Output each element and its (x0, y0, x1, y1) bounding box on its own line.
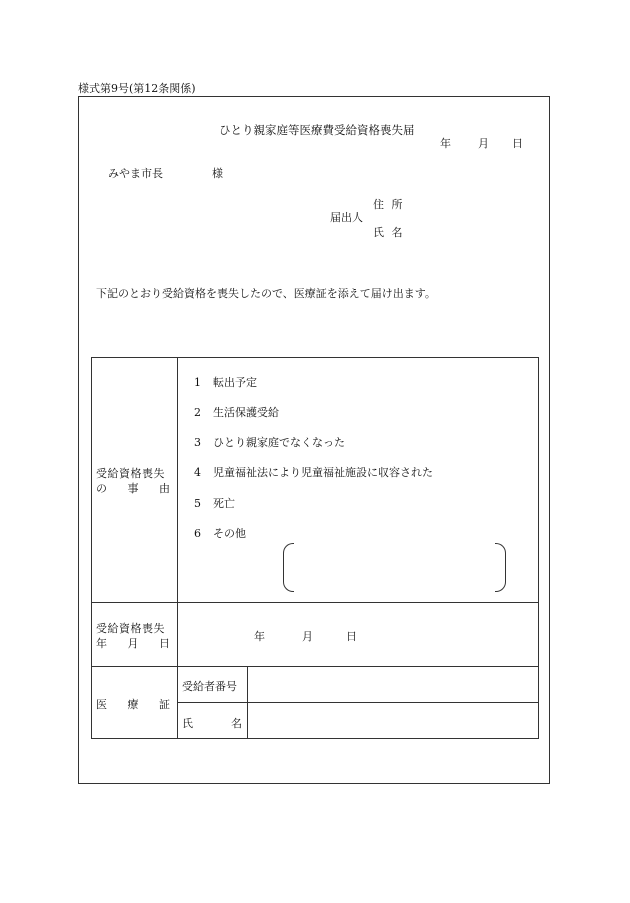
other-reason-field[interactable] (295, 546, 493, 588)
loss-date-year: 年 (254, 630, 265, 643)
list-item (194, 495, 235, 511)
list-item (194, 434, 345, 450)
reason-text: ひとり親家庭でなくなった (213, 436, 345, 449)
reasons-label-char: の (96, 482, 107, 495)
reason-number: 6 (194, 527, 201, 540)
loss-date-field[interactable] (178, 604, 538, 665)
reason-text: その他 (213, 527, 246, 540)
reason-number: 4 (194, 466, 201, 479)
applicant-label: 届出人 (330, 211, 363, 224)
applicant-address-label: 住 所 (373, 198, 403, 211)
medical-card-label-char: 医 (96, 698, 107, 711)
list-item (194, 374, 257, 390)
list-item (194, 525, 246, 541)
reason-text: 転出予定 (213, 376, 257, 389)
reason-number: 3 (194, 436, 201, 449)
reasons-label-char: 事 (127, 482, 139, 495)
table-divider (91, 602, 539, 603)
loss-date-label-char: 月 (127, 637, 139, 650)
form-number: 様式第9号(第12条関係) (78, 82, 196, 95)
reason-number: 1 (194, 376, 201, 389)
applicant-name-label: 氏 名 (373, 226, 403, 239)
date-year: 年 (440, 137, 451, 150)
loss-date-label-line2 (96, 635, 170, 651)
reasons-label-line2 (96, 480, 170, 496)
declaration-statement: 下記のとおり受給資格を喪失したので、医療証を添えて届け出ます。 (96, 287, 436, 300)
other-reason-bracket-left (283, 543, 294, 592)
loss-date-label-line1: 受給資格喪失 (96, 622, 165, 635)
card-name-label-char: 氏 (182, 717, 193, 730)
table-divider (177, 357, 178, 739)
reason-text: 死亡 (213, 497, 235, 510)
reason-number: 2 (194, 406, 201, 419)
loss-date-month: 月 (302, 630, 313, 643)
list-item (194, 404, 279, 420)
date-day: 日 (512, 137, 523, 150)
form-title: ひとり親家庭等医療費受給資格喪失届 (219, 123, 415, 137)
loss-date-day: 日 (346, 630, 357, 643)
other-reason-bracket-right (495, 543, 506, 592)
list-item (194, 464, 433, 480)
medical-card-label-char: 療 (127, 698, 139, 711)
loss-date-label-char: 日 (159, 637, 170, 650)
recipient-number-label: 受給者番号 (182, 680, 237, 693)
medical-card-label (96, 696, 170, 712)
reason-number: 5 (194, 497, 201, 510)
reason-text: 児童福祉法により児童福祉施設に収容された (213, 466, 433, 479)
reason-text: 生活保護受給 (213, 406, 279, 419)
medical-card-label-char: 証 (159, 698, 170, 711)
reasons-label-line1: 受給資格喪失 (96, 467, 165, 480)
addressee-honorific: 様 (212, 167, 223, 180)
recipient-number-field[interactable] (248, 667, 538, 701)
reasons-label-char: 由 (159, 482, 170, 495)
date-month: 月 (478, 137, 489, 150)
card-name-label-char: 名 (231, 717, 242, 730)
addressee-name: みやま市長 (108, 167, 163, 180)
card-name-label (182, 715, 242, 731)
card-name-field[interactable] (248, 703, 538, 738)
loss-date-label-char: 年 (96, 637, 107, 650)
